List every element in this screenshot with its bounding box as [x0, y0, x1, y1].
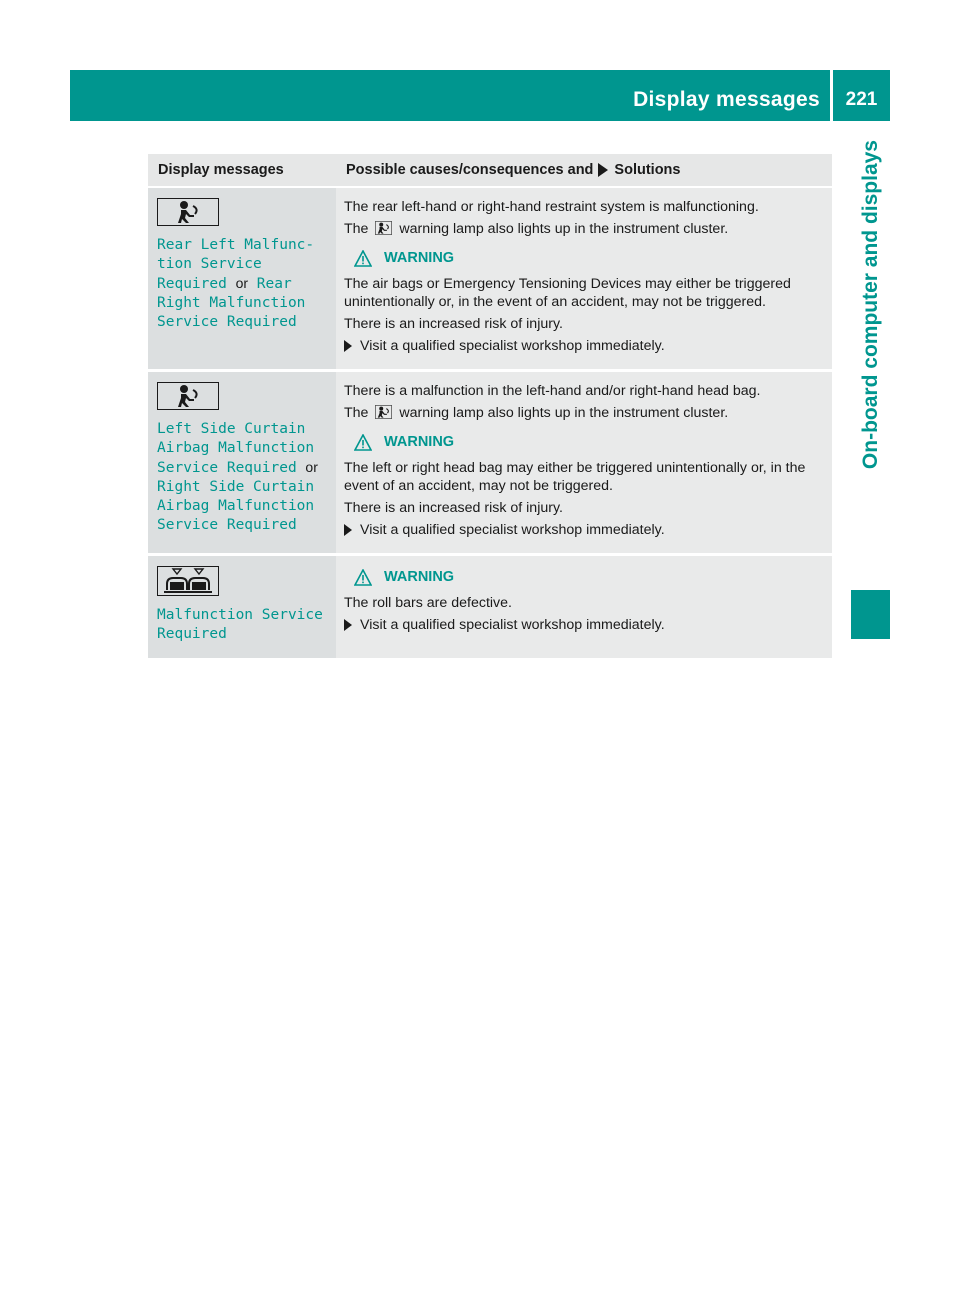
lamp-text-start: The: [344, 405, 369, 421]
warning-label: WARNING: [384, 434, 455, 450]
lamp-text-start: The: [344, 221, 369, 237]
action-text: Visit a qualified specialist workshop immediately.: [360, 338, 665, 354]
action-text: Visit a qualified specialist workshop immediately.: [360, 522, 665, 538]
message-line: Airbag Malfunction: [157, 440, 315, 456]
message-line: Service Required: [157, 460, 297, 476]
action-step: [344, 616, 826, 634]
message-line: Airbag Malfunction: [157, 498, 315, 514]
roll-bar-icon: [157, 566, 219, 596]
warning-triangle-icon: [354, 434, 372, 451]
action-text: Visit a qualified specialist workshop immediately.: [360, 617, 665, 633]
message-line: tion Service: [157, 256, 262, 272]
warning-heading: [354, 249, 826, 267]
page-number: 221: [845, 89, 878, 110]
table-row: [148, 371, 832, 555]
action-step: [344, 337, 826, 355]
message-cell: [148, 555, 336, 660]
message-line-with-or: [157, 458, 326, 478]
warning-label: WARNING: [384, 569, 455, 585]
action-arrow-icon: [344, 619, 352, 631]
warning-triangle-icon: [354, 250, 372, 267]
message-line: Required: [157, 276, 227, 292]
action-step: [344, 521, 826, 539]
message-line-with-or: [157, 274, 326, 294]
triangle-arrow-icon: [598, 163, 608, 177]
lamp-text: [344, 404, 826, 425]
warning-label: WARNING: [384, 250, 455, 266]
cause-text: The roll bars are defective.: [344, 595, 512, 611]
header-divider: [830, 70, 833, 121]
causes-cell: [336, 371, 832, 555]
causes-cell: [336, 555, 832, 660]
message-line: Right Malfunction: [157, 295, 306, 311]
or-conjunction: or: [235, 275, 249, 291]
or-conjunction: or: [305, 459, 318, 475]
warning-triangle-icon: [354, 569, 372, 586]
column-header-causes-label: Possible causes/consequences and: [346, 162, 594, 178]
risk-text: There is an increased risk of injury.: [344, 316, 563, 332]
table-header-row: [148, 154, 832, 187]
airbag-warning-icon: [375, 404, 392, 425]
table-row: [148, 187, 832, 371]
message-cell: [148, 371, 336, 555]
cause-text: There is a malfunction in the left-hand and/or right-hand head bag.: [344, 383, 761, 399]
column-header-causes: [336, 154, 832, 187]
warning-heading: [354, 568, 826, 586]
message-line: Rear: [256, 276, 292, 292]
page-header: [70, 70, 890, 121]
warning-text: The left or right head bag may either be triggered unintentionally or, in the event of an accident, may not be triggered.: [344, 460, 806, 494]
column-header-solutions-label: Solutions: [614, 162, 681, 178]
lamp-text-end: warning lamp also lights up in the instrument cluster.: [399, 221, 729, 237]
message-line: Service Required: [157, 517, 297, 533]
message-line: Service Required: [157, 314, 297, 330]
display-messages-table: [148, 154, 832, 661]
warning-heading: [354, 433, 826, 451]
message-line: Rear Left Malfunc‐: [157, 237, 315, 253]
message-cell: [148, 187, 336, 371]
action-arrow-icon: [344, 524, 352, 536]
risk-text: There is an increased risk of injury.: [344, 500, 563, 516]
airbag-warning-icon: [375, 220, 392, 241]
action-arrow-icon: [344, 340, 352, 352]
causes-cell: [336, 187, 832, 371]
message-line: Malfunction Service: [157, 607, 323, 623]
airbag-warning-icon: [157, 382, 219, 410]
warning-text: The air bags or Emergency Tensioning Devices may either be triggered unintentionally or, in the event of an accident, may not be triggered.: [344, 276, 791, 310]
message-line: Left Side Curtain: [157, 421, 306, 437]
column-header-messages: Display messages: [148, 154, 336, 187]
message-line: Right Side Curtain: [157, 479, 315, 495]
table-row: [148, 555, 832, 660]
lamp-text: [344, 220, 826, 241]
airbag-warning-icon: [157, 198, 219, 226]
cause-text: The rear left-hand or right-hand restraint system is malfunctioning.: [344, 199, 759, 215]
chapter-tab: [851, 140, 890, 585]
lamp-text-end: warning lamp also lights up in the instrument cluster.: [399, 405, 729, 421]
chapter-marker: [851, 590, 890, 639]
section-title: Display messages: [633, 88, 820, 111]
message-line: Required: [157, 626, 227, 642]
chapter-tab-label: On-board computer and displays: [859, 140, 882, 470]
